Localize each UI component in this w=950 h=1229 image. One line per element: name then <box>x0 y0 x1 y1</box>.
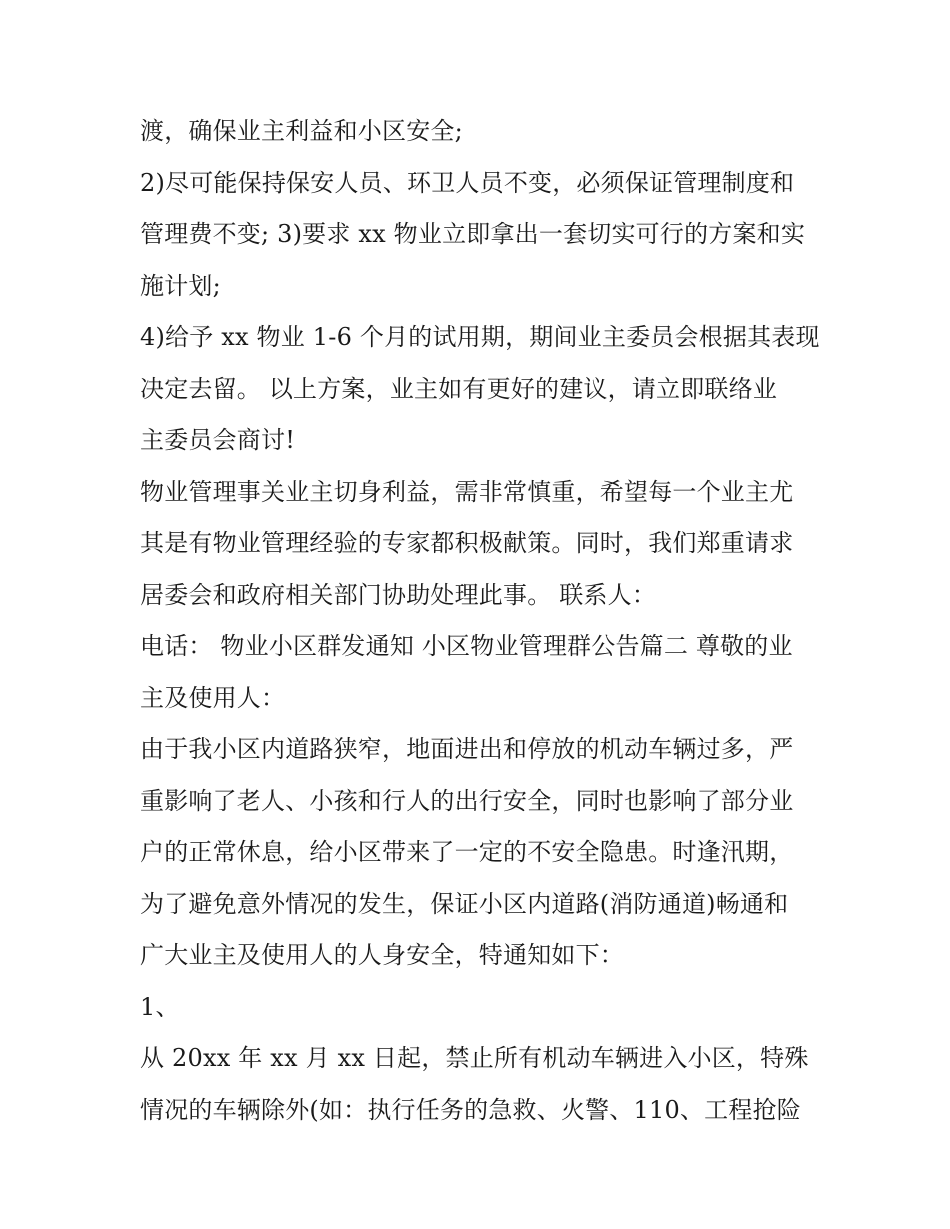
text-line: 物业管理事关业主切身利益，需非常慎重，希望每一个业主尤 <box>140 477 794 506</box>
text-line: 管理费不变; 3)要求 xx 物业立即拿出一套切实可行的方案和实 <box>140 220 806 248</box>
text-line: 主委员会商讨! <box>140 426 296 454</box>
text-line: 电话： 物业小区群发通知 小区物业管理群公告篇二 尊敬的业 <box>140 632 793 660</box>
text-line: 2)尽可能保持保安人员、环卫人员不变，必须保证管理制度和 <box>140 168 795 197</box>
document-body <box>140 106 830 1136</box>
text-line: 施计划; <box>140 271 221 300</box>
text-line: 户的正常休息，给小区带来了一定的不安全隐患。时逢汛期， <box>140 838 794 866</box>
text-line: 情况的车辆除外(如：执行任务的急救、火警、110、工程抢险 <box>140 1095 801 1124</box>
text-line: 主及使用人： <box>140 683 286 712</box>
text-line: 4)给予 xx 物业 1-6 个月的试用期，期间业主委员会根据其表现 <box>140 323 820 351</box>
text-line: 从 20xx 年 xx 月 xx 日起，禁止所有机动车辆进入小区，特殊 <box>140 1044 809 1072</box>
text-line: 居委会和政府相关部门协助处理此事。 联系人： <box>140 580 657 609</box>
text-line: 决定去留。 以上方案，业主如有更好的建议，请立即联络业 <box>140 374 778 403</box>
text-line: 其是有物业管理经验的专家都积极献策。同时，我们郑重请求 <box>140 529 794 557</box>
text-line: 1、 <box>140 992 180 1021</box>
text-line: 为了避免意外情况的发生，保证小区内道路(消防通道)畅通和 <box>140 889 789 918</box>
text-line: 由于我小区内道路狭窄，地面进出和停放的机动车辆过多，严 <box>140 735 794 763</box>
text-line: 重影响了老人、小孩和行人的出行安全，同时也影响了部分业 <box>140 786 794 815</box>
text-line: 广大业主及使用人的人身安全，特通知如下： <box>140 941 624 969</box>
text-line: 渡，确保业主利益和小区安全; <box>140 117 463 145</box>
